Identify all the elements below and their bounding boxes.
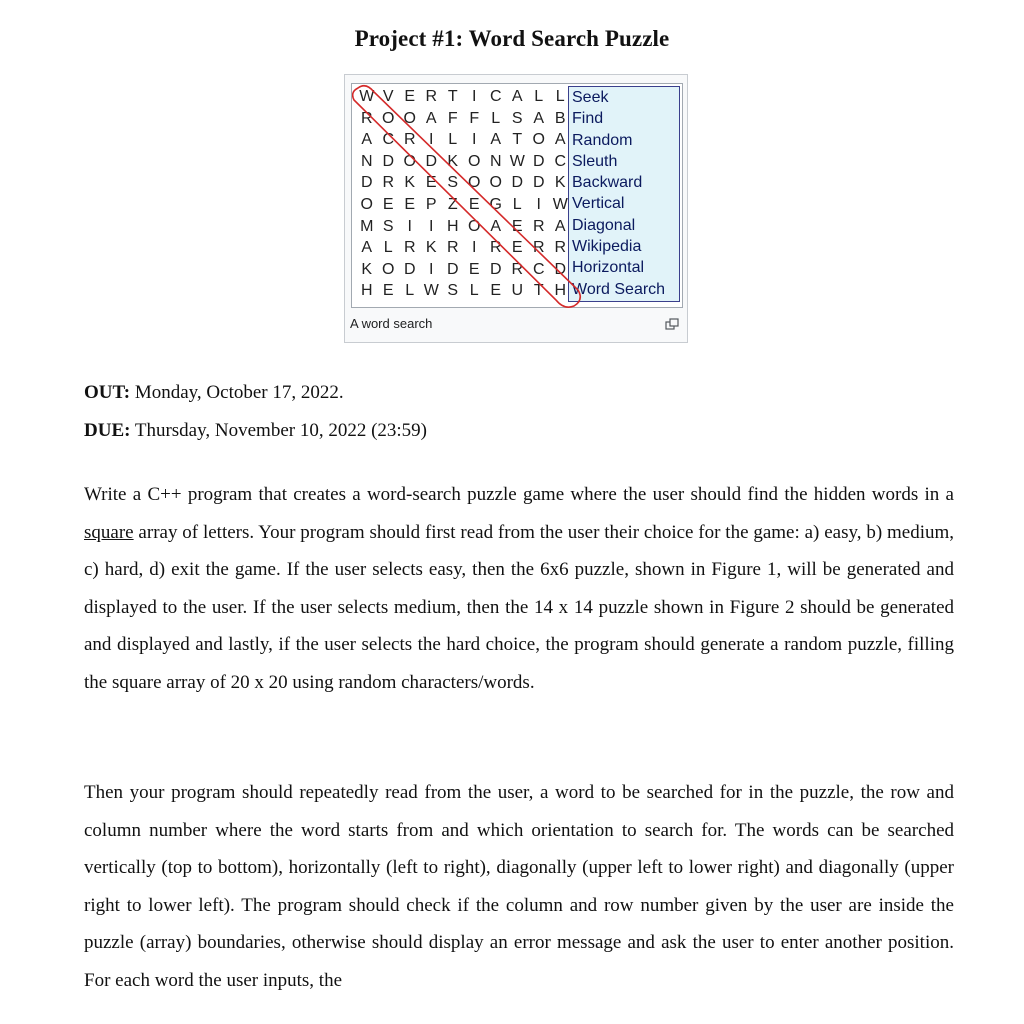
out-label: OUT:: [84, 382, 131, 403]
grid-cell: D: [511, 174, 524, 192]
grid-cell: L: [405, 282, 415, 300]
grid-cell: L: [512, 195, 522, 213]
grid-cell: W: [509, 152, 525, 170]
grid-row: [356, 280, 571, 302]
grid-cell: E: [404, 195, 416, 213]
grid-row: [356, 86, 571, 108]
grid-cell: C: [532, 260, 545, 278]
grid-row: [356, 237, 571, 259]
grid-cell: V: [382, 88, 394, 105]
grid-cell: R: [403, 239, 416, 257]
due-date-line: [84, 420, 427, 442]
grid-cell: G: [489, 195, 502, 213]
letter-grid: [356, 86, 571, 302]
grid-cell: I: [472, 131, 477, 149]
grid-cell: D: [532, 152, 545, 170]
grid-row: [356, 108, 571, 130]
grid-cell: U: [511, 282, 524, 300]
grid-cell: A: [533, 109, 545, 127]
grid-cell: I: [429, 217, 434, 235]
grid-cell: L: [383, 239, 393, 257]
grid-cell: O: [468, 174, 481, 192]
word-list-item: Random: [572, 131, 633, 149]
grid-cell: E: [490, 282, 502, 300]
grid-cell: D: [446, 260, 459, 278]
grid-cell: E: [468, 195, 480, 213]
grid-cell: O: [468, 152, 481, 170]
grid-cell: W: [552, 195, 568, 213]
grid-cell: E: [425, 174, 437, 192]
grid-cell: P: [425, 195, 437, 213]
grid-cell: F: [469, 109, 480, 127]
grid-cell: I: [429, 131, 434, 149]
paragraph-1: [84, 476, 954, 702]
word-list-item: Word Search: [572, 280, 666, 298]
grid-cell: N: [489, 152, 502, 170]
out-date-line: [84, 382, 344, 404]
grid-cell: O: [403, 152, 416, 170]
grid-cell: A: [490, 131, 502, 149]
grid-cell: H: [446, 217, 459, 235]
para1-after: array of letters. Your program should first read from the user their choice for the game: a) easy, b) medium, c) hard, d) exit the game. If the user selects easy, then the 6x6 puzzle, shown in Figure 1, will be generated and displayed to the user. If the user selects medium, then the 14 x 14 puzzle shown in Figure 2 should be generated and displayed and lastly, if the user selects the hard choice, the program should generate a random puzzle, filling the square array of 20 x 20 using random characters/words.: [84, 521, 954, 693]
grid-cell: R: [532, 239, 545, 257]
grid-cell: R: [425, 88, 438, 105]
grid-cell: I: [407, 217, 412, 235]
grid-cell: W: [359, 88, 375, 105]
grid-cell: M: [360, 217, 374, 235]
grid-cell: L: [448, 131, 458, 149]
grid-cell: O: [382, 109, 395, 127]
grid-cell: K: [361, 260, 373, 278]
grid-cell: E: [382, 282, 394, 300]
grid-cell: R: [446, 239, 459, 257]
grid-cell: O: [468, 217, 481, 235]
grid-cell: S: [382, 217, 394, 235]
word-list-item: Vertical: [572, 195, 625, 213]
grid-cell: D: [360, 174, 373, 192]
grid-cell: I: [472, 239, 477, 257]
page-title: Project #1: Word Search Puzzle: [354, 26, 670, 51]
grid-cell: C: [489, 88, 502, 105]
grid-cell: D: [532, 174, 545, 192]
grid-cell: I: [536, 195, 541, 213]
grid-row: [356, 129, 571, 151]
grid-cell: K: [404, 174, 416, 192]
grid-cell: R: [532, 217, 545, 235]
grid-cell: T: [447, 88, 458, 105]
word-list-item: Sleuth: [572, 152, 618, 170]
grid-cell: S: [447, 282, 459, 300]
grid-cell: E: [404, 88, 416, 105]
grid-row: [356, 216, 571, 238]
grid-cell: C: [382, 131, 395, 149]
enlarge-icon[interactable]: [665, 318, 679, 330]
figure-caption: A word search: [350, 316, 433, 331]
out-date: Monday, October 17, 2022.: [130, 382, 344, 403]
word-list-item: Diagonal: [572, 216, 636, 234]
paragraph-2: Then your program should repeatedly read from the user, a word to be searched for in the puzzle, the row and column number where the word starts from and which orientation to search for. The words can be searched vertically (top to bottom), horizontally (left to right), diagonally (upper left to lower right) and diagonally (upper right to lower left). The program should check if the column and row number given by the user are inside the puzzle (array) boundaries, otherwise should display an error message and ask the user to enter another position. For each word the user inputs, the: [84, 782, 954, 991]
grid-cell: B: [554, 109, 566, 127]
grid-row: [356, 151, 571, 173]
grid-cell: L: [469, 282, 479, 300]
grid-cell: E: [468, 260, 480, 278]
grid-cell: C: [554, 152, 567, 170]
para1-underlined: square: [84, 521, 134, 543]
grid-cell: L: [491, 109, 501, 127]
word-list: [568, 86, 680, 302]
grid-cell: I: [429, 260, 434, 278]
grid-cell: S: [511, 109, 523, 127]
word-list-item: Backward: [572, 174, 643, 192]
grid-cell: W: [423, 282, 439, 300]
grid-cell: K: [425, 239, 437, 257]
grid-cell: O: [532, 131, 545, 149]
due-date: Thursday, November 10, 2022 (23:59): [130, 420, 428, 441]
grid-cell: A: [554, 217, 566, 235]
word-list-item: Find: [572, 110, 604, 128]
grid-cell: O: [489, 174, 502, 192]
grid-cell: D: [489, 260, 502, 278]
grid-cell: D: [554, 260, 567, 278]
grid-cell: A: [425, 109, 437, 127]
grid-cell: R: [511, 260, 524, 278]
grid-cell: A: [554, 131, 566, 149]
para1-before: Write a C++ program that creates a word-search puzzle game where the user should find the hidden words in a: [84, 484, 954, 505]
puzzle-image: [351, 83, 683, 308]
grid-cell: A: [361, 239, 373, 257]
grid-cell: E: [382, 195, 394, 213]
word-list-item: Horizontal: [572, 259, 645, 277]
grid-cell: E: [511, 239, 523, 257]
grid-cell: R: [489, 239, 502, 257]
grid-row: [356, 259, 571, 281]
grid-cell: O: [382, 260, 395, 278]
grid-row: [356, 172, 571, 194]
grid-cell: L: [555, 88, 565, 105]
grid-cell: E: [511, 217, 523, 235]
grid-cell: R: [360, 109, 373, 127]
grid-cell: D: [382, 152, 395, 170]
grid-cell: O: [403, 109, 416, 127]
grid-cell: Z: [447, 195, 458, 213]
grid-cell: R: [382, 174, 395, 192]
grid-cell: K: [447, 152, 459, 170]
grid-cell: L: [534, 88, 544, 105]
figure-word-search: [344, 74, 688, 343]
grid-cell: H: [360, 282, 373, 300]
grid-cell: T: [512, 131, 523, 149]
grid-cell: K: [554, 174, 566, 192]
grid-cell: T: [533, 282, 544, 300]
due-label: DUE:: [84, 420, 131, 441]
grid-cell: F: [447, 109, 458, 127]
word-list-item: Wikipedia: [572, 238, 642, 256]
grid-cell: D: [425, 152, 438, 170]
grid-cell: N: [360, 152, 373, 170]
grid-cell: R: [403, 131, 416, 149]
grid-cell: A: [490, 217, 502, 235]
grid-cell: D: [403, 260, 416, 278]
grid-cell: O: [360, 195, 373, 213]
grid-cell: H: [554, 282, 567, 300]
word-list-item: Seek: [572, 89, 609, 106]
grid-cell: I: [472, 88, 477, 105]
grid-row: [356, 194, 571, 216]
grid-cell: A: [511, 88, 523, 105]
grid-cell: S: [447, 174, 459, 192]
grid-cell: A: [361, 131, 373, 149]
grid-cell: R: [554, 239, 567, 257]
